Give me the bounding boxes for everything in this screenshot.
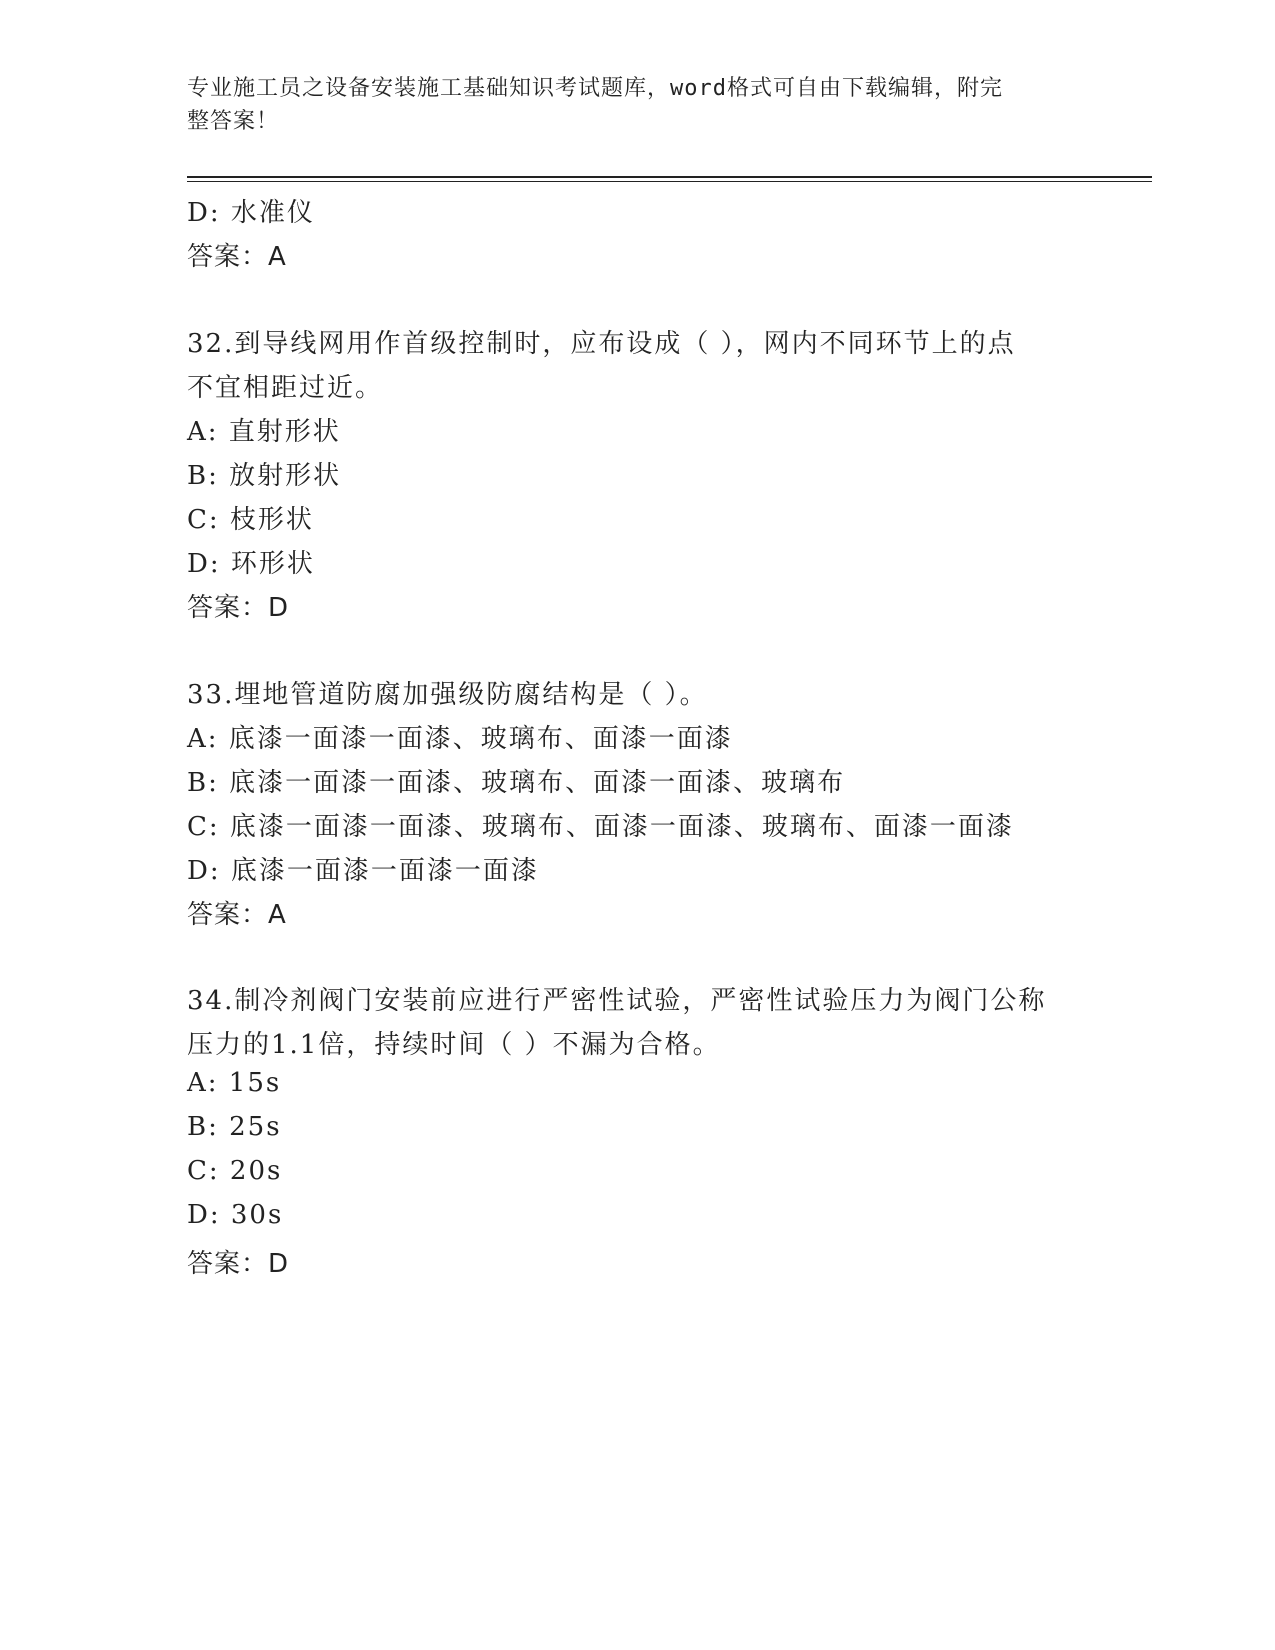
prev-option-d: D: 水准仪: [187, 198, 315, 228]
q32-option-b: B: 放射形状: [187, 461, 342, 491]
q34-option-b: B: 25s: [187, 1112, 282, 1142]
q34-option-c: C: 20s: [187, 1156, 283, 1186]
header-line-1: 专业施工员之设备安装施工基础知识考试题库，word格式可自由下载编辑，附完: [187, 76, 1003, 101]
q32-option-a: A: 直射形状: [187, 417, 341, 447]
q32-answer: 答案：D: [187, 593, 290, 623]
header-divider-thin: [187, 181, 1152, 182]
q33-option-c: C: 底漆一面漆一面漆、玻璃布、面漆一面漆、玻璃布、面漆一面漆: [187, 812, 1014, 842]
q33-answer: 答案：A: [187, 900, 287, 930]
header-divider-thick: [187, 176, 1152, 178]
q34-option-d: D: 30s: [187, 1200, 284, 1230]
q33-stem: 33.埋地管道防腐加强级防腐结构是（ ）。: [187, 680, 708, 710]
q32-stem-line-1: 32.到导线网用作首级控制时，应布设成（ ），网内不同环节上的点: [187, 329, 1016, 359]
prev-answer: 答案：A: [187, 242, 287, 272]
header-line-2: 整答案！: [187, 109, 280, 134]
document-header: [187, 72, 1087, 138]
q32-stem-line-2: 不宜相距过近。: [187, 373, 384, 403]
q34-stem-line-2: 压力的1.1倍，持续时间（ ）不漏为合格。: [187, 1030, 721, 1060]
q33-option-b: B: 底漆一面漆一面漆、玻璃布、面漆一面漆、玻璃布: [187, 768, 846, 798]
q34-answer: 答案：D: [187, 1249, 290, 1279]
q34-stem-line-1: 34.制冷剂阀门安装前应进行严密性试验，严密性试验压力为阀门公称: [187, 986, 1047, 1016]
q33-option-a: A: 底漆一面漆一面漆、玻璃布、面漆一面漆: [187, 724, 733, 754]
q32-option-d: D: 环形状: [187, 549, 315, 579]
q34-option-a: A: 15s: [187, 1068, 282, 1098]
q33-option-d: D: 底漆一面漆一面漆一面漆: [187, 856, 539, 886]
q32-option-c: C: 枝形状: [187, 505, 314, 535]
